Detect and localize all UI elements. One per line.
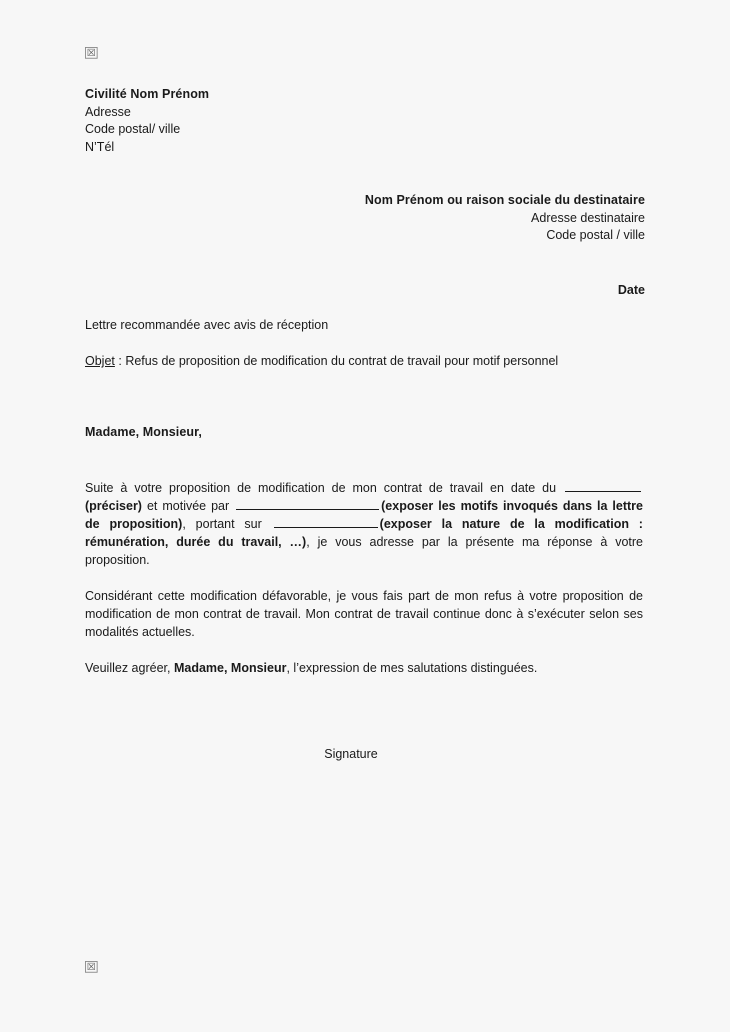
subject-separator: :	[114, 354, 126, 368]
sender-block	[85, 86, 209, 156]
subject-line	[85, 354, 558, 368]
bottom-marker	[85, 958, 99, 976]
sender-phone: N’Tél	[85, 139, 115, 154]
p1-seg4: (exposer les motifs invoqués dans la lettre de proposition)	[85, 499, 643, 531]
blank-field-motifs[interactable]	[236, 498, 379, 510]
p1-seg5: , portant sur	[182, 517, 272, 531]
p1-seg1: Suite à votre proposition de modification de mon contrat de travail en date du	[85, 481, 563, 495]
missing-glyph-icon: ☒	[86, 47, 96, 59]
salutation: Madame, Monsieur,	[85, 425, 203, 439]
p3-seg1: Veuillez agréer,	[85, 661, 174, 675]
sender-address: Adresse	[85, 104, 131, 119]
delivery-method-line: Lettre recommandée avec avis de réception	[85, 318, 329, 332]
p3-seg3: , l’expression de mes salutations distinguées.	[286, 661, 538, 675]
sender-name: Civilité Nom Prénom	[85, 87, 210, 101]
p1-seg6: (exposer la nature de la modification : rémunération, durée du travail, …)	[85, 517, 643, 549]
sender-postal-city: Code postal/ ville	[85, 122, 181, 137]
subject-label: Objet	[85, 354, 115, 368]
signature-label: Signature	[324, 747, 378, 761]
date-label: Date	[617, 283, 645, 297]
p1-seg3: et motivée par	[141, 499, 235, 513]
recipient-name: Nom Prénom ou raison sociale du destinataire	[364, 193, 645, 207]
p1-seg2: (préciser)	[85, 499, 142, 513]
top-marker	[85, 44, 99, 62]
recipient-address: Adresse destinataire	[531, 210, 645, 225]
recipient-postal-city: Code postal / ville	[546, 228, 645, 243]
body-paragraph-2: Considérant cette modification défavorable, je vous fais part de mon refus à votre proposition de modification de mon contrat de travail. Mon contrat de travail continue donc à s’exécuter selon ses modalités actuelles.	[85, 589, 643, 639]
p3-seg2: Madame, Monsieur	[173, 661, 287, 675]
missing-glyph-icon: ☒	[86, 961, 96, 973]
p1-seg7: , je vous adresse par la présente ma réponse à votre proposition.	[85, 535, 643, 567]
body-paragraph-3	[85, 659, 643, 677]
recipient-block	[365, 192, 645, 245]
blank-field-date[interactable]	[565, 480, 641, 492]
letter-body	[85, 479, 643, 677]
body-paragraph-1	[85, 479, 643, 569]
blank-field-nature[interactable]	[274, 516, 378, 528]
subject-text: Refus de proposition de modification du contrat de travail pour motif personnel	[125, 354, 559, 368]
